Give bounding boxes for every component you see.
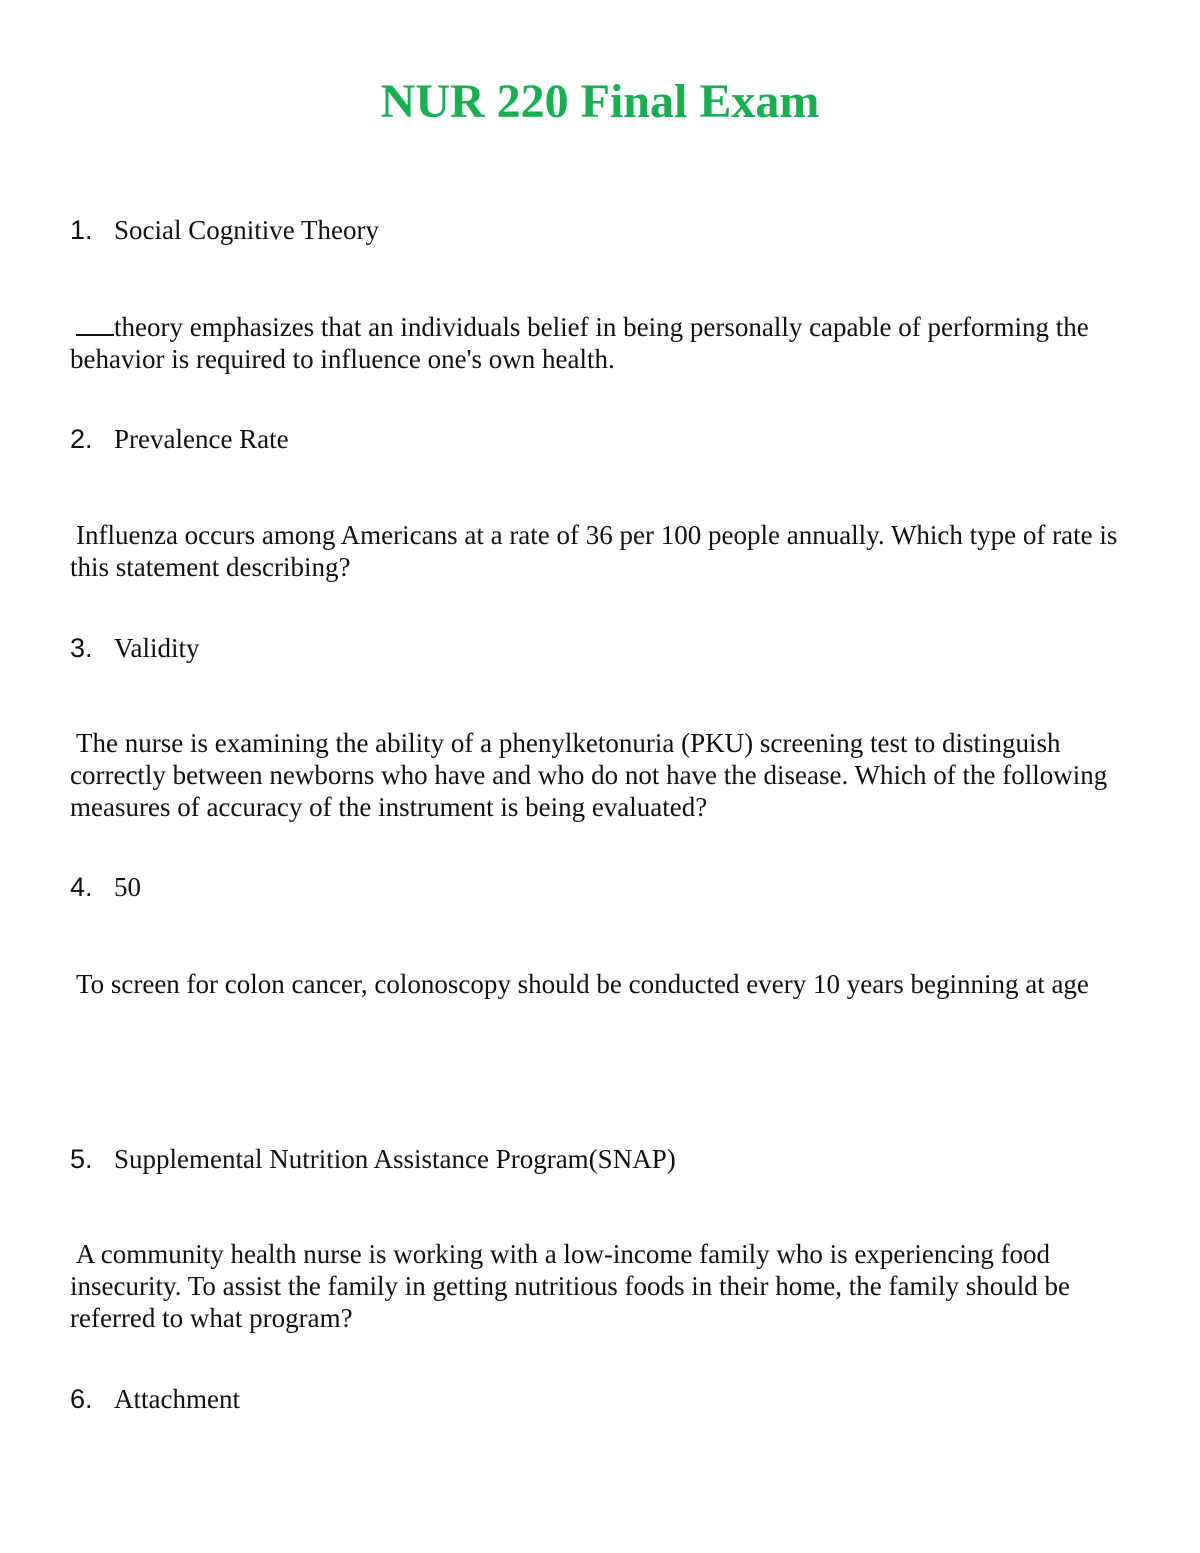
item-number: 4. xyxy=(70,872,93,902)
question-text: theory emphasizes that an individuals belief in being personally capable of performing the behavior is required to influence one's own health. xyxy=(70,312,1089,374)
item-number: 5. xyxy=(70,1144,93,1174)
question-text: Influenza occurs among Americans at a rate of 36 per 100 people annually. Which type of rate is this statement describing? xyxy=(70,520,1118,582)
question-text: A community health nurse is working with a low-income family who is experiencing food insecurity. To assist the family in getting nutritious foods in their home, the family should be referred to what program? xyxy=(70,1239,1070,1333)
page-title: NUR 220 Final Exam xyxy=(380,75,820,128)
item-answer: Attachment xyxy=(114,1384,240,1414)
item-1-answer-line xyxy=(70,214,379,246)
item-5-answer-line xyxy=(70,1143,676,1175)
question-text: To screen for colon cancer, colonoscopy should be conducted every 10 years beginning at age xyxy=(76,969,1089,999)
item-2-question xyxy=(70,519,1130,583)
item-6-answer-line xyxy=(70,1383,240,1415)
item-answer: Validity xyxy=(114,633,200,663)
item-number: 6. xyxy=(70,1384,93,1414)
question-text: The nurse is examining the ability of a phenylketonuria (PKU) screening test to distinguish correctly between newborns who have and who do not have the disease. Which of the following measures of accuracy of the instrument is being evaluated? xyxy=(70,728,1108,822)
fill-in-blank xyxy=(76,312,114,336)
item-answer: Social Cognitive Theory xyxy=(114,215,379,245)
item-number: 3. xyxy=(70,633,93,663)
item-3-question xyxy=(70,727,1130,823)
item-1-question xyxy=(70,311,1130,375)
item-4-answer-line xyxy=(70,871,141,903)
item-4-question xyxy=(70,968,1130,1000)
item-answer: 50 xyxy=(114,872,141,902)
item-number: 2. xyxy=(70,424,93,454)
item-5-question xyxy=(70,1238,1130,1334)
item-answer: Prevalence Rate xyxy=(114,424,289,454)
item-answer: Supplemental Nutrition Assistance Program(SNAP) xyxy=(114,1144,676,1174)
item-number: 1. xyxy=(70,215,93,245)
item-3-answer-line xyxy=(70,632,200,664)
item-2-answer-line xyxy=(70,423,289,455)
